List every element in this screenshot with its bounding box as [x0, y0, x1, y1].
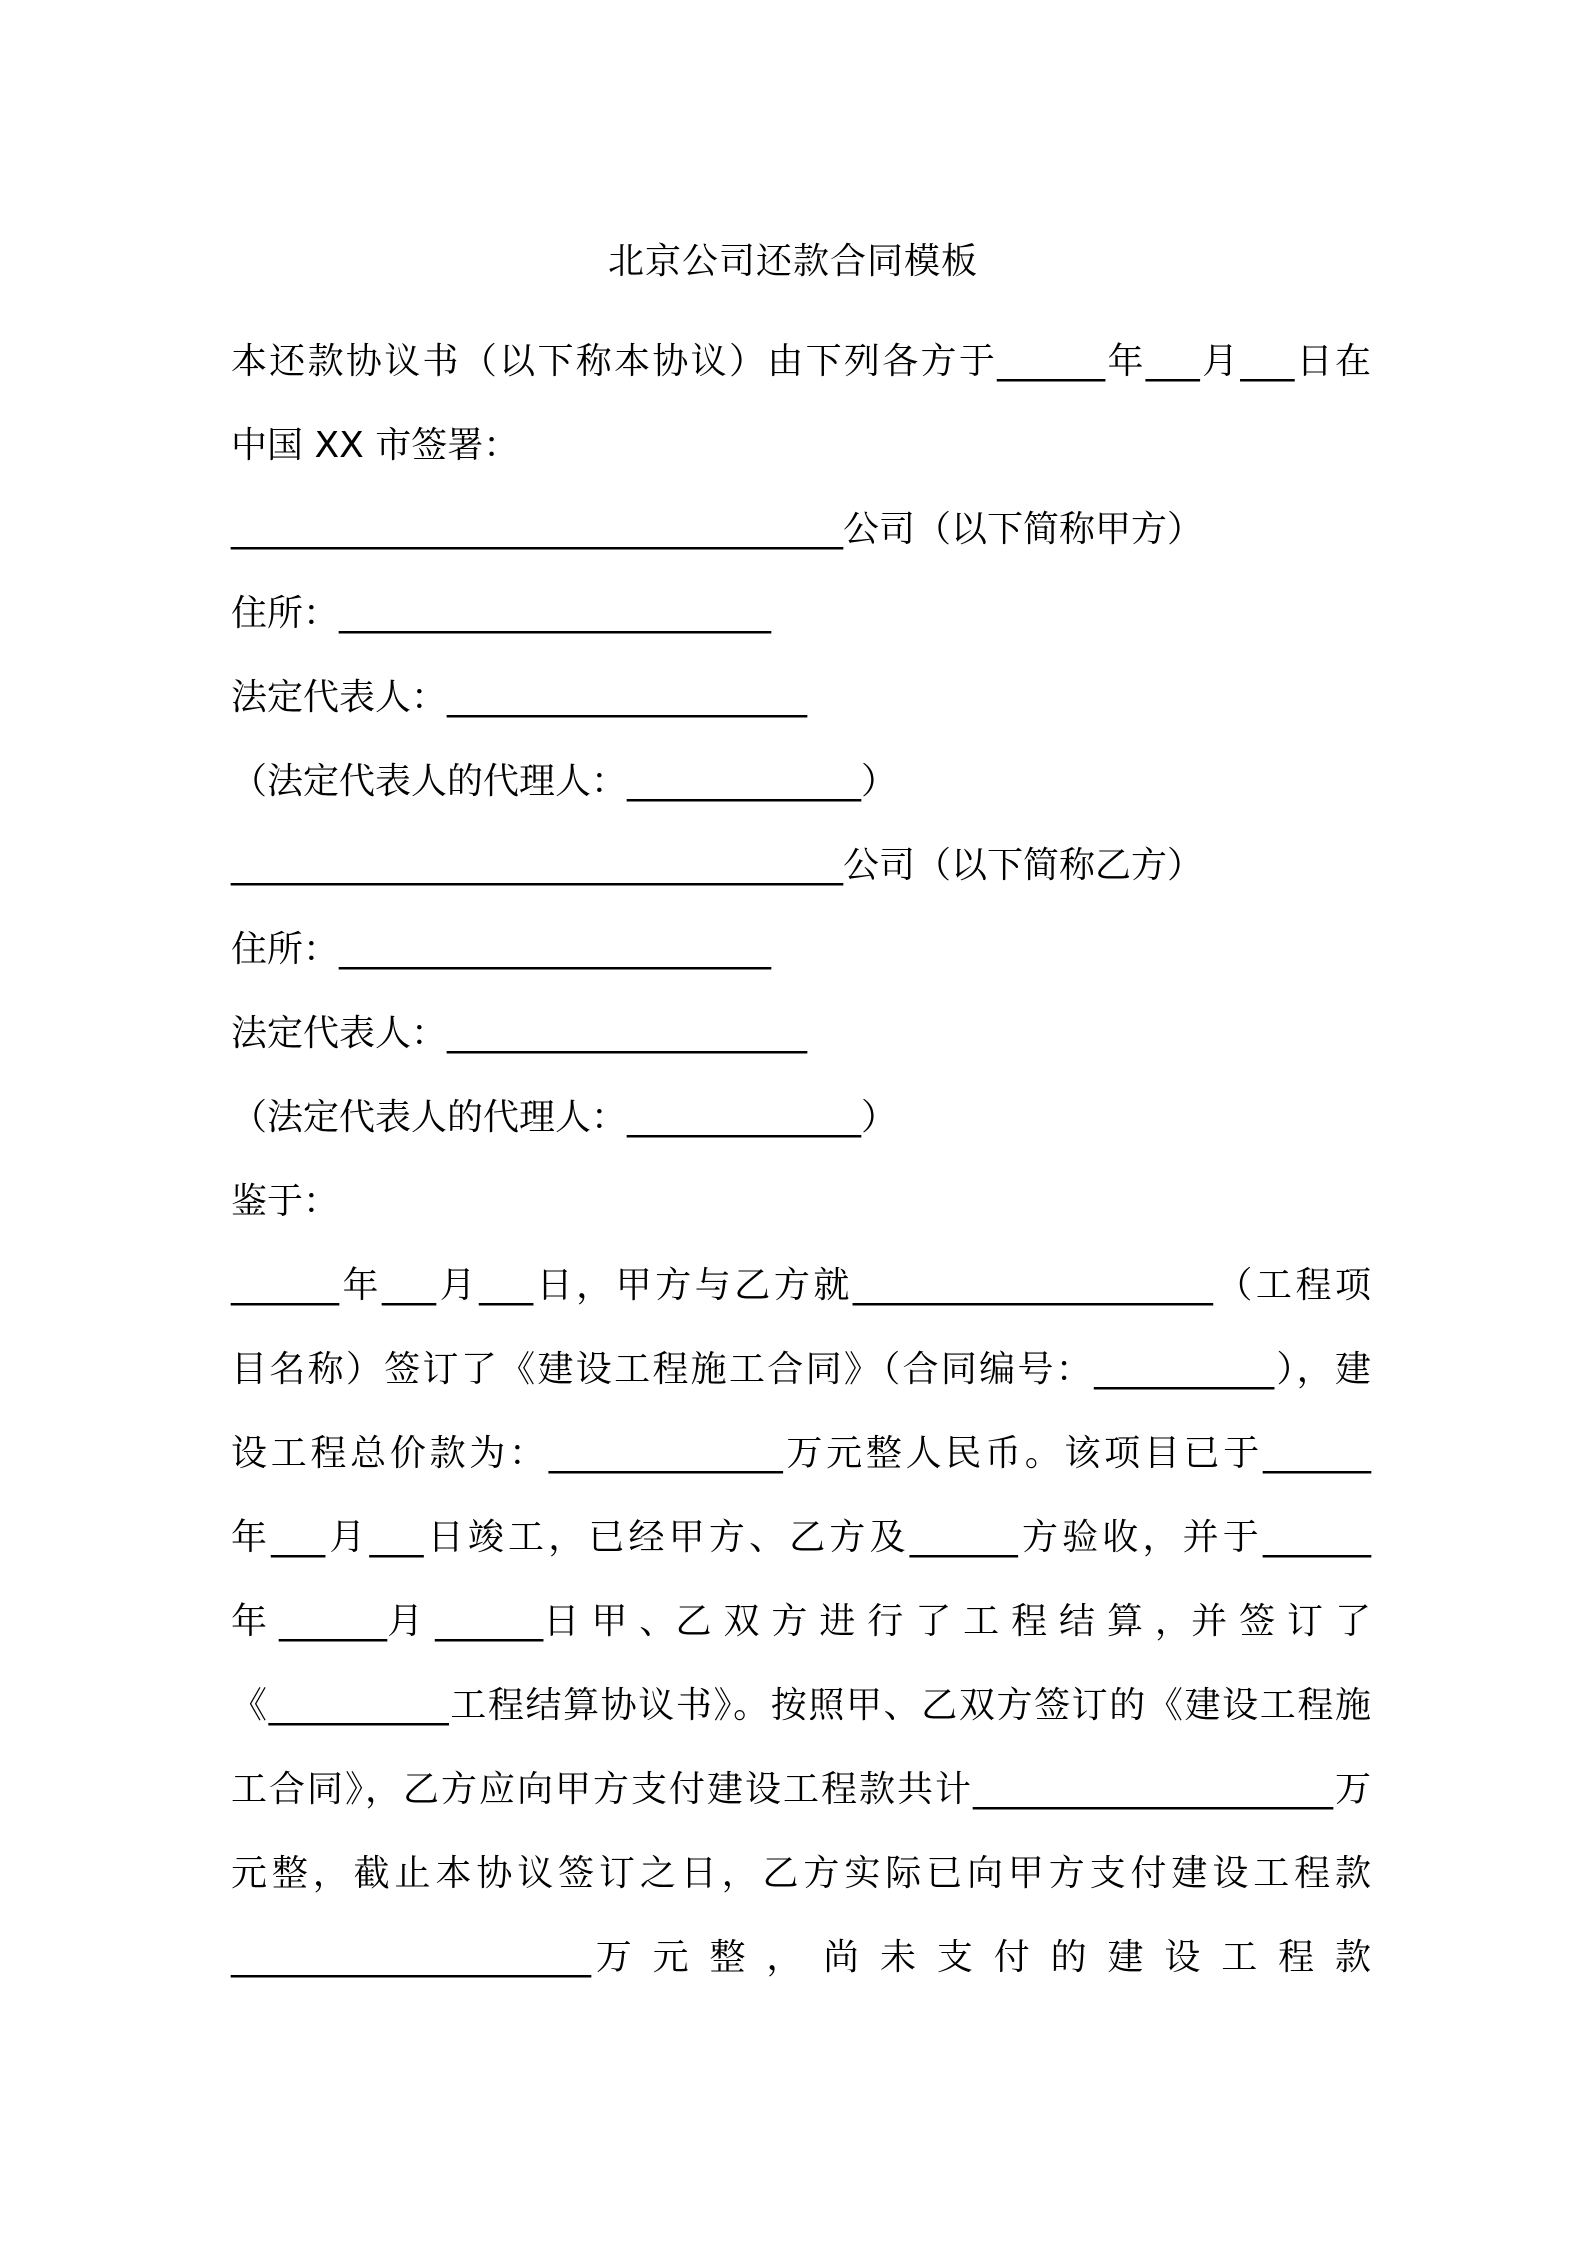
text-line: 目名称）签订了《建设工程施工合同》（合同编号：__________），建 — [231, 1349, 1371, 1390]
text-line: （法定代表人的代理人：_____________） — [231, 1097, 898, 1138]
document-body — [231, 320, 1371, 2000]
text-line: ______年___月___日，甲方与乙方就____________________（工程项 — [231, 1265, 1371, 1306]
text-line: 本还款协议书（以下称本协议）由下列各方于______年___月___日在 — [231, 341, 1371, 382]
text-line: __________________________________公司（以下简称甲方） — [231, 509, 1204, 550]
text-line: 年 ______月 ______日 甲 、乙 双 方 进 行 了 工 程 结 算 ，并 签 订 了 — [231, 1601, 1371, 1642]
text-line: 《__________工程结算协议书》。按照甲、乙双方签订的《建设工程施 — [231, 1685, 1371, 1726]
text-line: 住所：________________________ — [231, 929, 772, 970]
text-line: 设工程总价款为：_____________万元整人民币。该项目已于______ — [231, 1433, 1371, 1474]
text-line: __________________________________公司（以下简称乙方） — [231, 845, 1204, 886]
text-line: 法定代表人：____________________ — [231, 1013, 808, 1054]
text-line: 鉴于： — [231, 1181, 340, 1222]
text-line: （法定代表人的代理人：_____________） — [231, 761, 898, 802]
text-line: 住所：________________________ — [231, 593, 772, 634]
text-line: 工合同》，乙方应向甲方支付建设工程款共计____________________万 — [231, 1769, 1371, 1810]
text-line: 元整，截止本协议签订之日，乙方实际已向甲方支付建设工程款 — [231, 1853, 1371, 1894]
document-title: 北京公司还款合同模板 — [607, 241, 978, 282]
text-line: 法定代表人：____________________ — [231, 677, 808, 718]
text-line: ____________________万 元 整 ， 尚 未 支 付 的 建 设 工 程 款 — [231, 1937, 1371, 1978]
text-line: 中国 XX 市签署： — [231, 425, 520, 466]
text-line: 年___月___日竣工，已经甲方、乙方及______方验收，并于______ — [231, 1517, 1371, 1558]
